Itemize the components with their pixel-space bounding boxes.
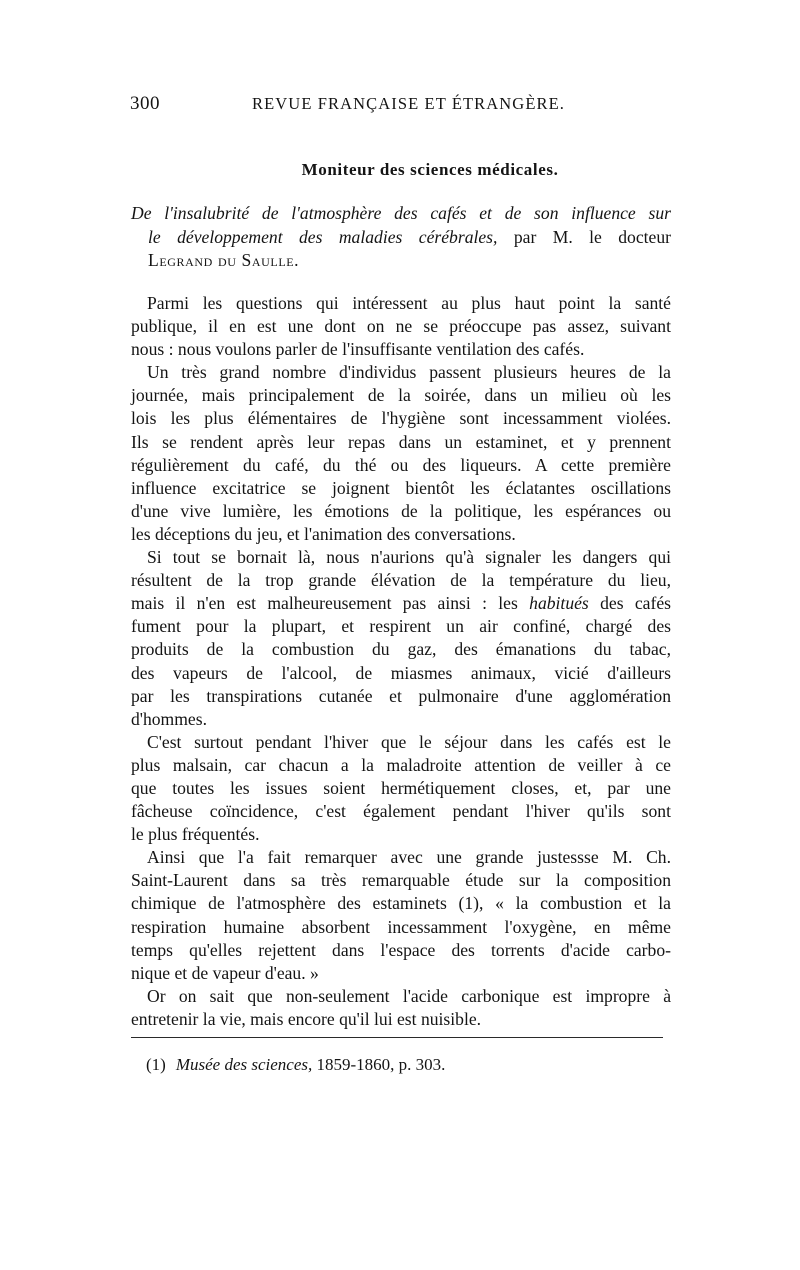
article-heading-line: [131, 226, 671, 250]
text-line: par les transpirations cutanée et pulmonaire d'une agglomération: [131, 685, 671, 706]
text-line: que toutes les issues soient hermétiquement closes, et, par une: [131, 777, 671, 798]
running-head: [130, 93, 670, 117]
footnote-divider: [131, 1037, 663, 1038]
article-author: Legrand du Saulle.: [148, 250, 300, 270]
footnote-source: Musée des sciences,: [175, 1055, 313, 1074]
footnote-marker: (1): [146, 1055, 166, 1074]
text-line: d'hommes.: [131, 708, 207, 729]
text-line: le plus fréquentés.: [131, 824, 260, 845]
body-text: [131, 292, 671, 1031]
text-line: respiration humaine absorbent incessamment l'oxygène, en même: [131, 916, 671, 937]
text-line: plus malsain, car chacun a la maladroite attention de veiller à ce: [131, 754, 671, 775]
text-line: produits de la combustion du gaz, des émanations du tabac,: [131, 639, 671, 660]
text-line: des vapeurs de l'alcool, de miasmes animaux, vicié d'ailleurs: [131, 662, 671, 683]
text-line: Or on sait que non-seulement l'acide carbonique est impropre à: [147, 985, 671, 1006]
text-line: temps qu'elles rejettent dans l'espace des torrents d'acide carbo-: [131, 939, 671, 960]
text-line: Ils se rendent après leur repas dans un estaminet, et y prennent: [131, 431, 671, 452]
section-title: Moniteur des sciences médicales.: [301, 160, 559, 179]
text-line: Un très grand nombre d'individus passent plusieurs heures de la: [147, 362, 671, 383]
text-line: nous : nous voulons parler de l'insuffisante ventilation des cafés.: [131, 339, 585, 360]
text-fragment: mais il n'en est malheureusement pas ainsi : les: [131, 593, 518, 614]
text-line: C'est surtout pendant l'hiver que le séjour dans les cafés est le: [147, 731, 671, 752]
page-number: 300: [130, 93, 160, 114]
text-line: les déceptions du jeu, et l'animation des conversations.: [131, 523, 516, 544]
text-line: nique et de vapeur d'eau. »: [131, 962, 319, 983]
journal-title: REVUE FRANÇAISE ET ÉTRANGÈRE.: [252, 94, 566, 113]
text-line: d'une vive lumière, les émotions de la politique, les espérances ou: [131, 500, 671, 521]
footnote-details: 1859-1860, p. 303.: [312, 1055, 446, 1074]
text-line: journée, mais principalement de la soirée, dans un milieu où les: [131, 385, 671, 406]
article-heading: [131, 202, 671, 273]
text-line: lois les plus élémentaires de l'hygiène sont incessamment violées.: [131, 408, 671, 429]
text-line: Saint-Laurent dans sa très remarquable étude sur la composition: [131, 870, 671, 891]
text-line: fument pour la plupart, et respirent un air confiné, chargé des: [131, 616, 671, 637]
text-fragment: des cafés: [588, 593, 671, 614]
article-title-part: le développement des maladies cérébrales,: [148, 226, 498, 247]
footnote: [146, 1055, 445, 1075]
text-line: [131, 592, 671, 615]
article-byline: par M. le docteur: [497, 226, 671, 247]
text-line: Ainsi que l'a fait remarquer avec une grande justessse M. Ch.: [147, 847, 671, 868]
text-line: résultent de la trop grande élévation de la température du lieu,: [131, 570, 671, 591]
text-line: fâcheuse coïncidence, c'est également pendant l'hiver qu'ils sont: [131, 801, 671, 822]
text-line: publique, il en est une dont on ne se préoccupe pas assez, suivant: [131, 316, 671, 337]
article-heading-line: [131, 202, 671, 226]
italic-term: habitués: [529, 593, 589, 614]
article-title-part: De l'insalubrité de l'atmosphère des cafés et de son influence sur: [131, 203, 671, 223]
text-line: Parmi les questions qui intéressent au plus haut point la santé: [147, 293, 671, 313]
text-line: entretenir la vie, mais encore qu'il lui est nuisible.: [131, 1008, 482, 1029]
text-line: influence excitatrice se joignent bientôt les éclatantes oscillations: [131, 477, 671, 498]
text-line: régulièrement du café, du thé ou des liqueurs. A cette première: [131, 454, 671, 475]
text-line: Si tout se bornait là, nous n'aurions qu'à signaler les dangers qui: [147, 547, 671, 568]
text-line: chimique de l'atmosphère des estaminets (1), « la combustion et la: [131, 893, 671, 914]
